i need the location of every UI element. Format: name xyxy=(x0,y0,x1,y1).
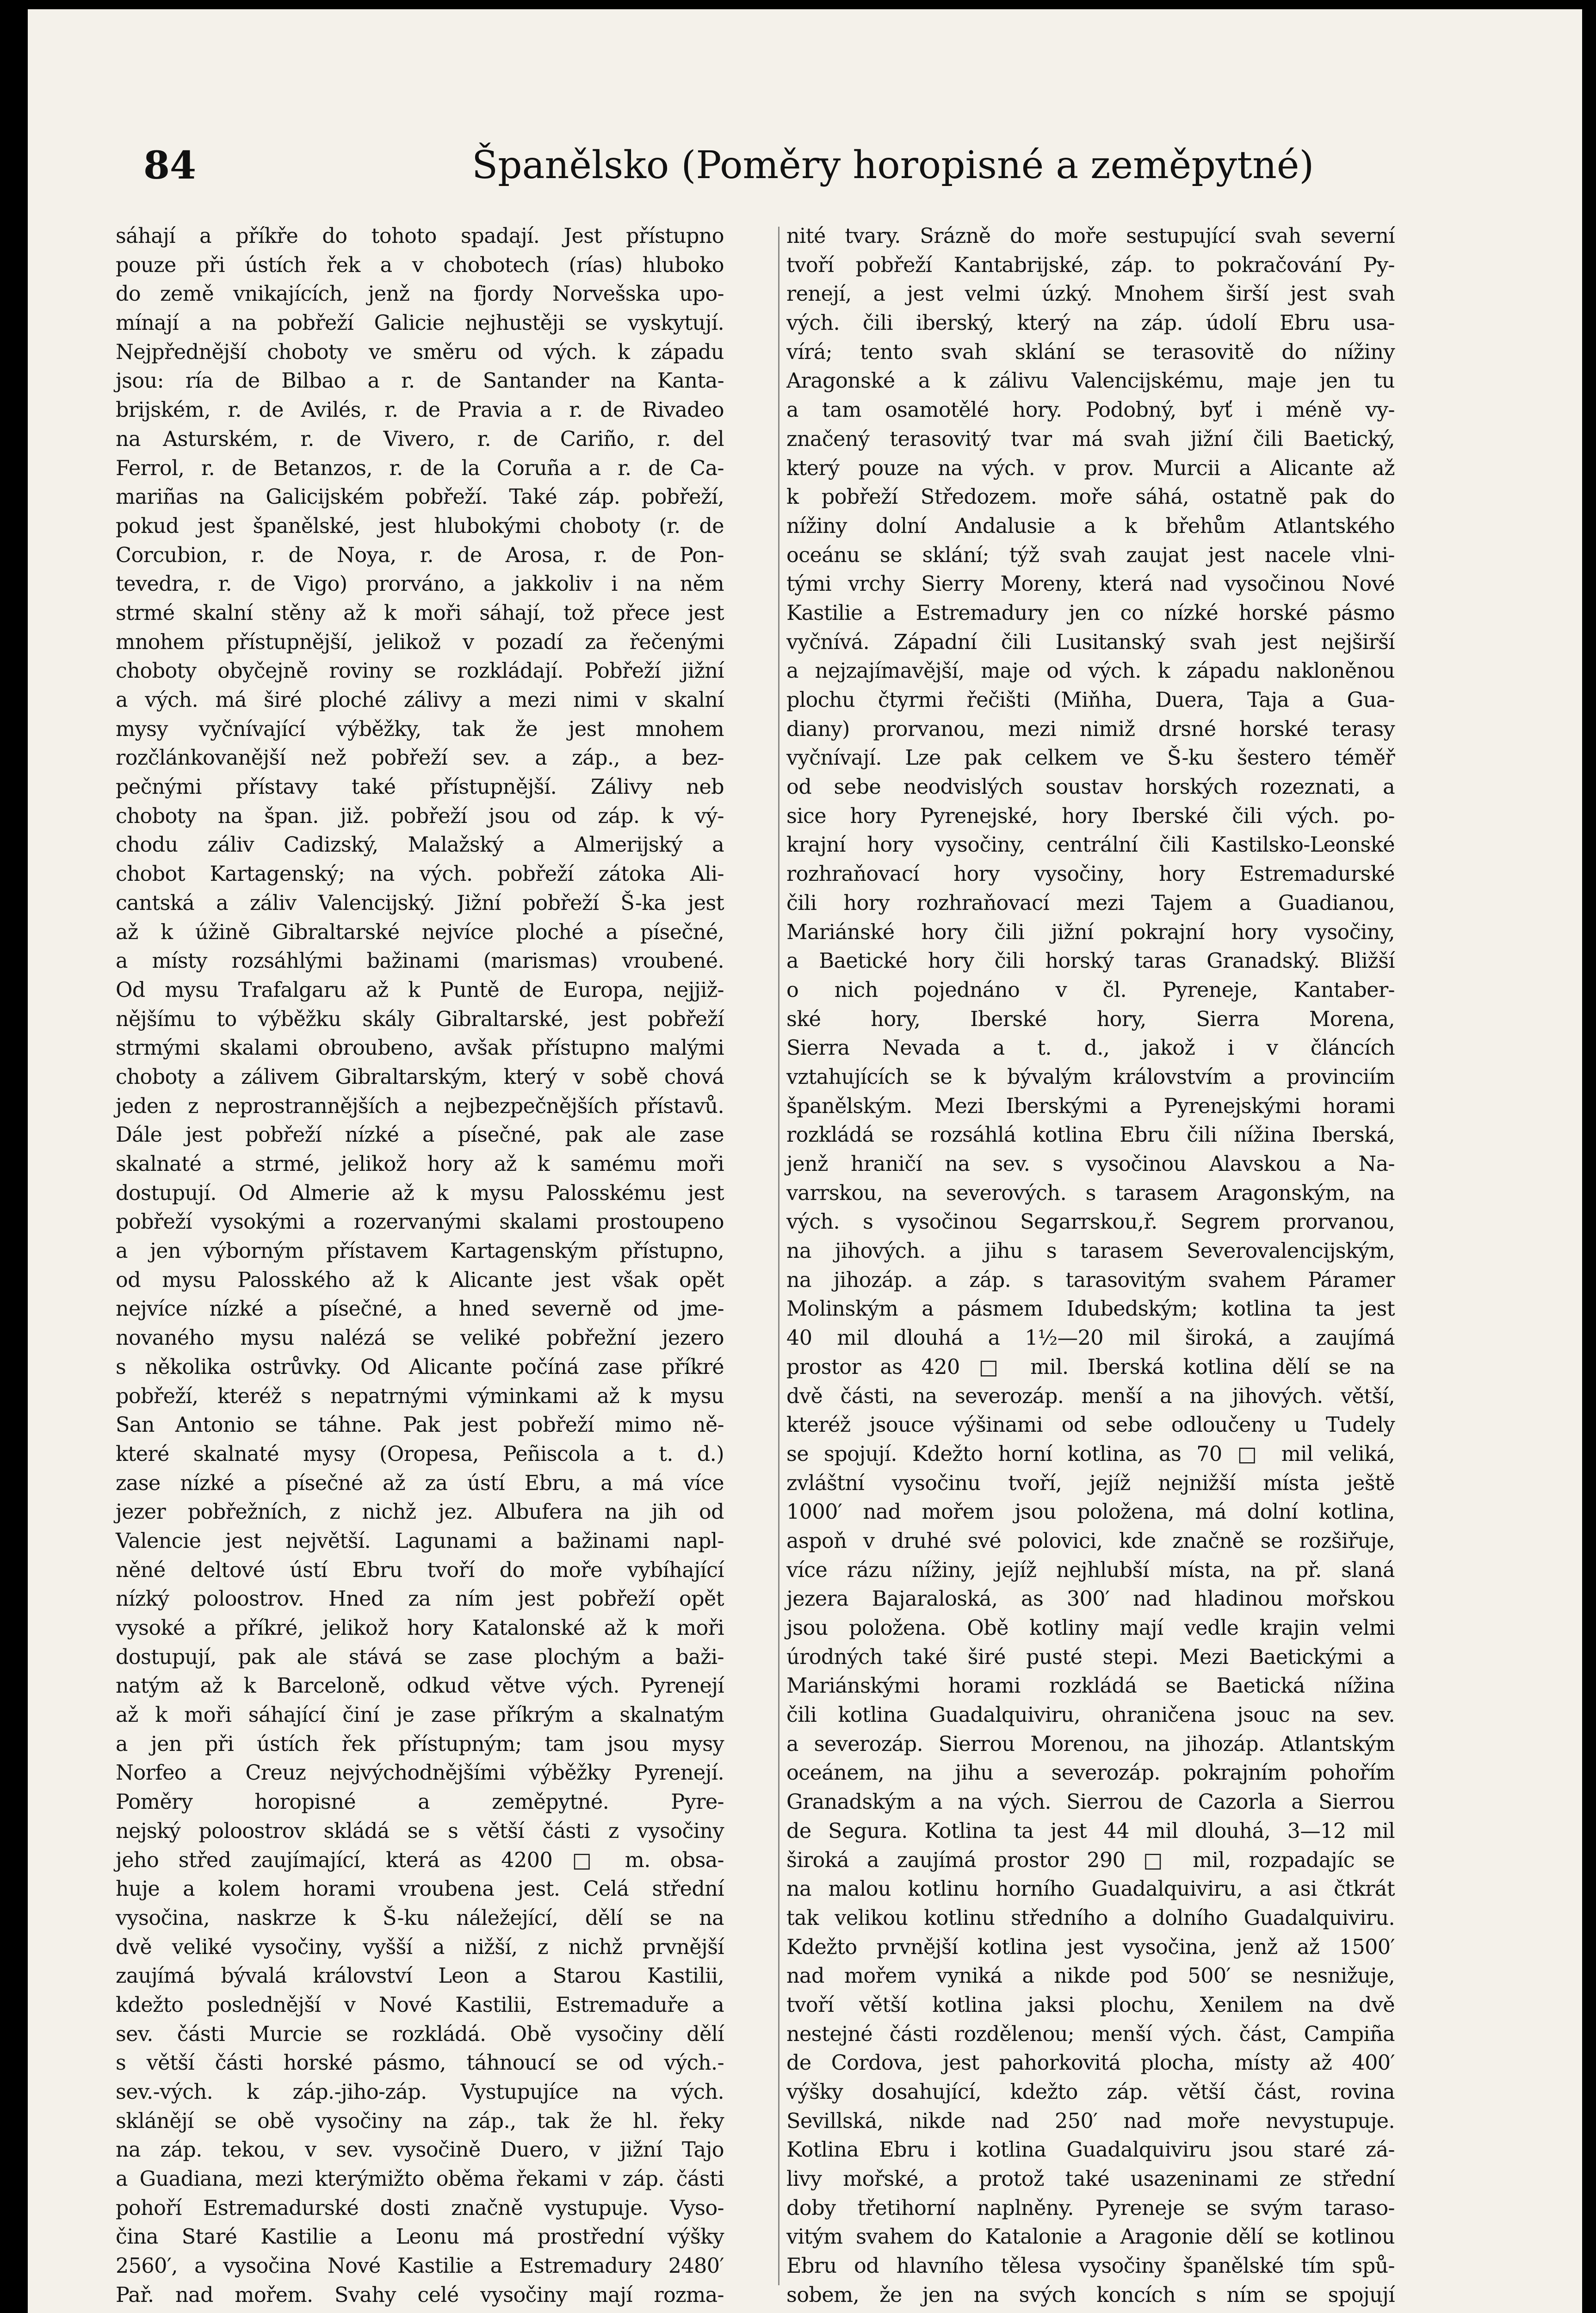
column-divider xyxy=(778,227,779,2285)
page-header xyxy=(28,125,1582,199)
text-line: Dále jest pobřeží nízké a písečné, pak ale zase xyxy=(116,1123,724,1147)
text-line: renejí, a jest velmi úzký. Mnohem širší jest svah xyxy=(786,282,1395,306)
text-line: vysoké a příkré, jelikož hory Katalonské až k moři xyxy=(116,1616,724,1640)
text-line: oceánu se sklání; týž svah zaujat jest nacele vlni- xyxy=(786,543,1395,567)
text-line: Corcubion, r. de Noya, r. de Arosa, r. de Pon- xyxy=(116,543,724,567)
text-line: Sevillská, nikde nad 250′ nad moře nevystupuje. xyxy=(786,2109,1395,2133)
text-line: oceánem, na jihu a severozáp. pokrajním pohořím xyxy=(786,1761,1395,1785)
text-line: Sierra Nevada a t. d., jakož i v článcích xyxy=(786,1036,1395,1060)
text-line: zase nízké a písečné až za ústí Ebru, a má více xyxy=(116,1471,724,1495)
text-line: vírá; tento svah sklání se terasovitě do nížiny xyxy=(786,340,1395,364)
text-line: tými vrchy Sierry Moreny, která nad vysočinou Nové xyxy=(786,572,1395,596)
text-line: pokud jest španělské, jest hlubokými choboty (r. de xyxy=(116,514,724,538)
text-line: výšky dosahující, kdežto záp. větší část, rovina xyxy=(786,2080,1395,2104)
text-line: sklánějí se obě vysočiny na záp., tak že hl. řeky xyxy=(116,2109,724,2133)
text-line: jsou položena. Obě kotliny mají vedle krajin velmi xyxy=(786,1616,1395,1640)
text-line: tvoří větší kotlina jaksi plochu, Xenilem na dvě xyxy=(786,1993,1395,2017)
text-line: Od mysu Trafalgaru až k Puntě de Europa, nejjiž- xyxy=(116,978,724,1002)
text-line: dvě veliké vysočiny, vyšší a nižší, z nichž prvnější xyxy=(116,1935,724,1959)
text-line: až k úžině Gibraltarské nejvíce ploché a písečné, xyxy=(116,920,724,944)
text-line: nízký poloostrov. Hned za ním jest pobřeží opět xyxy=(116,1587,724,1611)
text-line: na jihových. a jihu s tarasem Severovalencijským, xyxy=(786,1239,1395,1263)
text-line: mariñas na Galicijském pobřeží. Také záp. pobřeží, xyxy=(116,485,724,509)
text-line: skalnaté a strmé, jelikož hory až k samému moři xyxy=(116,1152,724,1176)
text-line: ské hory, Iberské hory, Sierra Morena, xyxy=(786,1007,1395,1031)
text-line: plochu čtyrmi řečišti (Miňha, Duera, Taja a Gua- xyxy=(786,688,1395,712)
text-line: úrodných také širé pusté stepi. Mezi Baetickými a xyxy=(786,1645,1395,1669)
text-line: rozčlánkovanější než pobřeží sev. a záp., a bez- xyxy=(116,746,724,770)
text-line: sice hory Pyrenejské, hory Iberské čili vých. po- xyxy=(786,804,1395,828)
text-line: Molinským a pásmem Idubedským; kotlina ta jest xyxy=(786,1297,1395,1321)
text-line: a Baetické hory čili horský taras Granadský. Bližší xyxy=(786,949,1395,973)
text-line: de Cordova, jest pahorkovitá plocha, místy až 400′ xyxy=(786,2051,1395,2075)
text-line: Ebru od hlavního tělesa vysočiny španělské tím spů- xyxy=(786,2254,1395,2278)
text-line: čili kotlina Guadalquiviru, ohraničena jsouc na sev. xyxy=(786,1703,1395,1727)
text-line: livy mořské, a protož také usazeninami ze střední xyxy=(786,2167,1395,2191)
text-line: Mariánskými horami rozkládá se Baetická nížina xyxy=(786,1674,1395,1698)
text-line: nejvíce nízké a písečné, a hned severně od jme- xyxy=(116,1297,724,1321)
text-line: vých. s vysočinou Segarrskou,ř. Segrem prorvanou, xyxy=(786,1210,1395,1234)
text-line: sobem, že jen na svých koncích s ním se spojují xyxy=(786,2283,1395,2307)
text-line: tvoří pobřeží Kantabrijské, záp. to pokračování Py- xyxy=(786,253,1395,277)
text-line: Kastilie a Estremadury jen co nízké horské pásmo xyxy=(786,601,1395,625)
text-line: vysočina, naskrze k Š-ku náležející, dělí se na xyxy=(116,1906,724,1930)
text-line: až k moři sáhající činí je zase příkrým a skalnatým xyxy=(116,1703,724,1727)
text-line: nížiny dolní Andalusie a k břehům Atlantského xyxy=(786,514,1395,538)
text-line: Aragonské a k zálivu Valencijskému, maje jen tu xyxy=(786,369,1395,393)
text-line: pobřeží, kteréž s nepatrnými výminkami až k mysu xyxy=(116,1384,724,1408)
text-line: natým až k Barceloně, odkud větve vých. Pyrenejí xyxy=(116,1674,724,1698)
text-line: se spojují. Kdežto horní kotlina, as 70 □ mil veliká, xyxy=(786,1442,1395,1466)
text-line: 40 mil dlouhá a 1½—20 mil široká, a zaujímá xyxy=(786,1326,1395,1350)
text-line: a vých. má širé ploché zálivy a mezi nimi v skalní xyxy=(116,688,724,712)
right-text-column xyxy=(786,222,1395,2307)
text-line: chodu záliv Cadizský, Malažský a Almerijský a xyxy=(116,833,724,857)
text-line: zaujímá bývalá království Leon a Starou Kastilii, xyxy=(116,1964,724,1988)
text-line: strmými skalami obroubeno, avšak přístupno malými xyxy=(116,1036,724,1060)
text-line: San Antonio se táhne. Pak jest pobřeží mimo ně- xyxy=(116,1413,724,1437)
text-line: rozkládá se rozsáhlá kotlina Ebru čili nížina Iberská, xyxy=(786,1123,1395,1147)
text-line: 2560′, a vysočina Nové Kastilie a Estremadury 2480′ xyxy=(116,2254,724,2278)
text-line: vyčnívá. Západní čili Lusitanský svah jest nejširší xyxy=(786,630,1395,654)
text-line: a místy rozsáhlými bažinami (marismas) vroubené. xyxy=(116,949,724,973)
text-line: doby třetihorní naplněny. Pyreneje se svým taraso- xyxy=(786,2196,1395,2220)
text-line: Kotlina Ebru i kotlina Guadalquiviru jsou staré zá- xyxy=(786,2138,1395,2162)
text-line: více rázu nížiny, jejíž nejhlubší místa, na př. slaná xyxy=(786,1558,1395,1582)
text-line: na jihozáp. a záp. s tarasovitým svahem Páramer xyxy=(786,1268,1395,1292)
text-line: s větší části horské pásmo, táhnoucí se od vých.- xyxy=(116,2051,724,2075)
text-line: s několika ostrůvky. Od Alicante počíná zase příkré xyxy=(116,1355,724,1379)
page-number: 84 xyxy=(143,143,197,188)
text-line: Valencie jest největší. Lagunami a bažinami napl- xyxy=(116,1529,724,1553)
text-line: Kdežto prvnější kotlina jest vysočina, jenž až 1500′ xyxy=(786,1935,1395,1959)
text-line: krajní hory vysočiny, centrální čili Kastilsko-Leonské xyxy=(786,833,1395,857)
text-line: choboty na špan. již. pobřeží jsou od záp. k vý- xyxy=(116,804,724,828)
text-line: a Guadiana, mezi kterýmižto oběma řekami v záp. části xyxy=(116,2167,724,2191)
text-line: od sebe neodvislých soustav horských rozeznati, a xyxy=(786,775,1395,799)
text-line: diany) prorvanou, mezi nimiž drsné horské terasy xyxy=(786,717,1395,741)
text-line: Norfeo a Creuz nejvýchodnějšími výběžky Pyrenejí. xyxy=(116,1761,724,1785)
text-line: pobřeží vysokými a rozervanými skalami prostoupeno xyxy=(116,1210,724,1234)
text-line: široká a zaujímá prostor 290 □ mil, rozpadajíc se xyxy=(786,1848,1395,1872)
text-line: tevedra, r. de Vigo) prorváno, a jakkoliv i na něm xyxy=(116,572,724,596)
text-line: a jen výborným přístavem Kartagenským přístupno, xyxy=(116,1239,724,1263)
text-line: brijském, r. de Avilés, r. de Pravia a r. de Rivadeo xyxy=(116,398,724,422)
text-line: kteréž jsouce výšinami od sebe odloučeny u Tudely xyxy=(786,1413,1395,1437)
text-line: na malou kotlinu horního Guadalquiviru, a asi čtkrát xyxy=(786,1877,1395,1901)
text-line: Ferrol, r. de Betanzos, r. de la Coruña a r. de Ca- xyxy=(116,456,724,480)
text-line: aspoň v druhé své polovici, kde značně se rozšiřuje, xyxy=(786,1529,1395,1553)
text-line: jeho střed zaujímající, která as 4200 □ m. obsa- xyxy=(116,1848,724,1872)
text-line: který pouze na vých. v prov. Murcii a Alicante až xyxy=(786,456,1395,480)
text-line: Granadským a na vých. Sierrou de Cazorla a Sierrou xyxy=(786,1790,1395,1814)
text-line: a jen při ústích řek přístupným; tam jsou mysy xyxy=(116,1732,724,1756)
text-line: španělským. Mezi Iberskými a Pyrenejskými horami xyxy=(786,1094,1395,1118)
running-title: Španělsko (Poměry horopisné a zeměpytné) xyxy=(472,143,1314,187)
text-line: vztahujících se k bývalým královstvím a provinciím xyxy=(786,1065,1395,1089)
text-line: do země vnikajících, jenž na fjordy Norvešska upo- xyxy=(116,282,724,306)
text-line: na záp. tekou, v sev. vysočině Duero, v jižní Tajo xyxy=(116,2138,724,2162)
text-line: nestejné části rozdělenou; menší vých. část, Campiña xyxy=(786,2022,1395,2046)
text-line: de Segura. Kotlina ta jest 44 mil dlouhá, 3—12 mil xyxy=(786,1819,1395,1843)
text-line: nějšímu to výběžku skály Gibraltarské, jest pobřeží xyxy=(116,1007,724,1031)
text-line: Nejpřednější choboty ve směru od vých. k západu xyxy=(116,340,724,364)
text-line: na Asturském, r. de Vivero, r. de Cariño, r. del xyxy=(116,427,724,451)
text-line: vyčnívají. Lze pak celkem ve Š-ku šestero téměř xyxy=(786,746,1395,770)
text-line: zvláštní vysočinu tvoří, jejíž nejnižší místa ještě xyxy=(786,1471,1395,1495)
text-line: pečnými přístavy také přístupnější. Zálivy neb xyxy=(116,775,724,799)
text-line: o nich pojednáno v čl. Pyreneje, Kantaber- xyxy=(786,978,1395,1002)
text-line: dostupují, pak ale stává se zase plochým a baži- xyxy=(116,1645,724,1669)
text-line: čina Staré Kastilie a Leonu má prostřední výšky xyxy=(116,2225,724,2249)
text-line: mnohem přístupnější, jelikož v pozadí za řečenými xyxy=(116,630,724,654)
text-line: Pař. nad mořem. Svahy celé vysočiny mají rozma- xyxy=(116,2283,724,2307)
text-line: strmé skalní stěny až k moři sáhají, tož přece jest xyxy=(116,601,724,625)
text-line: prostor as 420 □ mil. Iberská kotlina dělí se na xyxy=(786,1355,1395,1379)
text-line: jeden z neprostrannějších a nejbezpečnějších přístavů. xyxy=(116,1094,724,1118)
text-line: rozhraňovací hory vysočiny, hory Estremadurské xyxy=(786,862,1395,886)
text-line: jenž hraničí na sev. s vysočinou Alavskou a Na- xyxy=(786,1152,1395,1176)
text-line: sev.-vých. k záp.-jiho-záp. Vystupujíce na vých. xyxy=(116,2080,724,2104)
text-line: choboty obyčejně roviny se rozkládají. Pobřeží jižní xyxy=(116,659,724,683)
text-line: a severozáp. Sierrou Morenou, na jihozáp. Atlantským xyxy=(786,1732,1395,1756)
text-line: sáhají a příkře do tohoto spadají. Jest přístupno xyxy=(116,224,724,248)
text-line: vých. čili iberský, který na záp. údolí Ebru usa- xyxy=(786,311,1395,335)
text-line: jezera Bajaraloská, as 300′ nad hladinou mořskou xyxy=(786,1587,1395,1611)
text-line: novaného mysu nalézá se veliké pobřežní jezero xyxy=(116,1326,724,1350)
text-line: nad mořem vyniká a nikde pod 500′ se nesnižuje, xyxy=(786,1964,1395,1988)
text-line: jsou: ría de Bilbao a r. de Santander na Kanta- xyxy=(116,369,724,393)
text-line: dostupují. Od Almerie až k mysu Palosskému jest xyxy=(116,1181,724,1205)
text-line: jezer pobřežních, z nichž jez. Albufera na jih od xyxy=(116,1500,724,1524)
text-line: čili hory rozhraňovací mezi Tajem a Guadianou, xyxy=(786,891,1395,915)
text-line: tak velikou kotlinu středního a dolního Guadalquiviru. xyxy=(786,1906,1395,1930)
text-line: vitým svahem do Katalonie a Aragonie dělí se kotlinou xyxy=(786,2225,1395,2249)
text-line: chobot Kartagenský; na vých. pobřeží zátoka Ali- xyxy=(116,862,724,886)
text-line: k pobřeží Středozem. moře sáhá, ostatně pak do xyxy=(786,485,1395,509)
text-line: mysy vyčnívající výběžky, tak že jest mnohem xyxy=(116,717,724,741)
text-line: dvě části, na severozáp. menší a na jihových. větší, xyxy=(786,1384,1395,1408)
text-line: něné deltové ústí Ebru tvoří do moře vybíhající xyxy=(116,1558,724,1582)
text-line: pohoří Estremadurské dosti značně vystupuje. Vyso- xyxy=(116,2196,724,2220)
text-line: a tam osamotělé hory. Podobný, byť i méně vy- xyxy=(786,398,1395,422)
text-line: pouze při ústích řek a v chobotech (rías) hluboko xyxy=(116,253,724,277)
text-line: Mariánské hory čili jižní pokrajní hory vysočiny, xyxy=(786,920,1395,944)
text-line: nité tvary. Srázně do moře sestupující svah severní xyxy=(786,224,1395,248)
text-line: huje a kolem horami vroubena jest. Celá střední xyxy=(116,1877,724,1901)
text-line: a nejzajímavější, maje od vých. k západu nakloněnou xyxy=(786,659,1395,683)
text-line: 1000′ nad mořem jsou položena, má dolní kotlina, xyxy=(786,1500,1395,1524)
text-line: cantská a záliv Valencijský. Jižní pobřeží Š-ka jest xyxy=(116,891,724,915)
text-line: značený terasovitý tvar má svah jižní čili Baetický, xyxy=(786,427,1395,451)
text-line: Poměry horopisné a zeměpytné. Pyre- xyxy=(116,1790,724,1814)
text-line: nejský poloostrov skládá se s větší části z vysočiny xyxy=(116,1819,724,1843)
text-line: mínají a na pobřeží Galicie nejhustěji se vyskytují. xyxy=(116,311,724,335)
text-line: sev. části Murcie se rozkládá. Obě vysočiny dělí xyxy=(116,2022,724,2046)
text-line: choboty a zálivem Gibraltarským, který v sobě chová xyxy=(116,1065,724,1089)
left-text-column xyxy=(116,222,724,2307)
text-line: kdežto poslednější v Nové Kastilii, Estremaduře a xyxy=(116,1993,724,2017)
text-line: které skalnaté mysy (Oropesa, Peñiscola a t. d.) xyxy=(116,1442,724,1466)
text-line: od mysu Palosského až k Alicante jest však opět xyxy=(116,1268,724,1292)
text-line: varrskou, na severových. s tarasem Aragonským, na xyxy=(786,1181,1395,1205)
